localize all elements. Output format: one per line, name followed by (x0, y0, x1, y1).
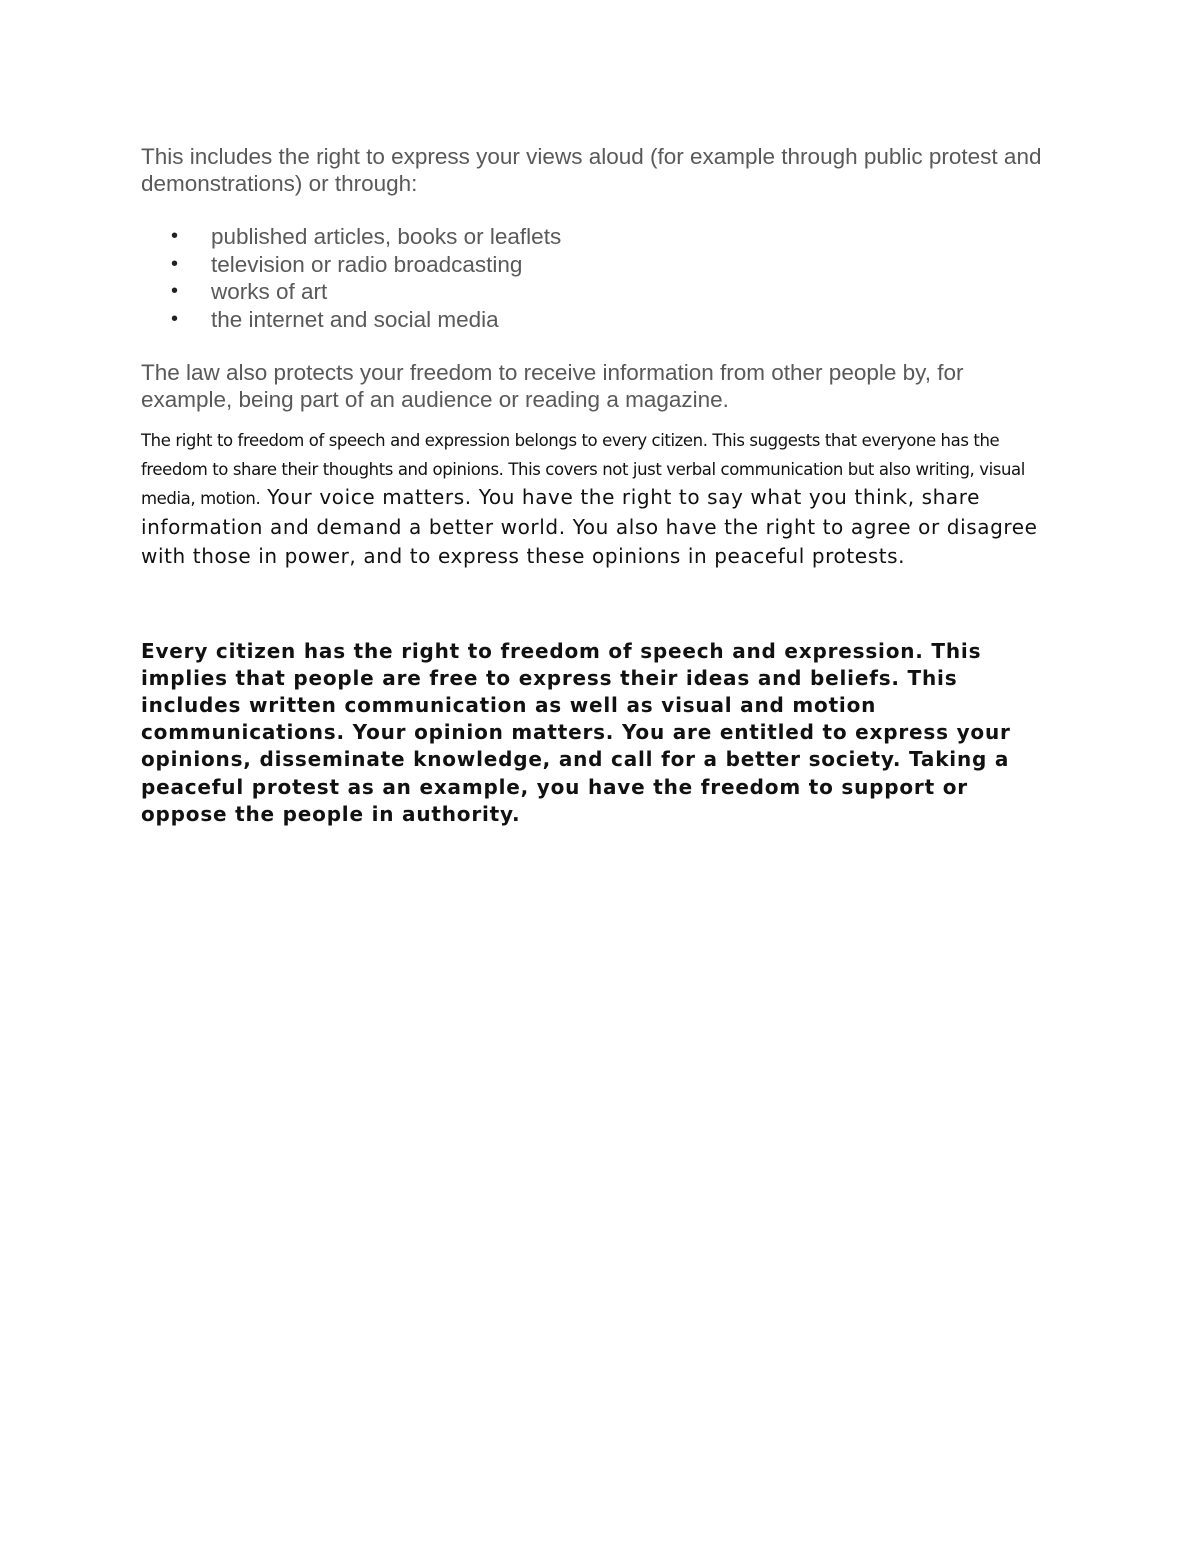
freedom-paragraph-part-a: The right to freedom of speech and expression belongs to every citizen. This suggests that everyone has the freedom to share their thoughts and opinions. This covers not just verbal communication but also writing, visual media, motion. (141, 431, 1025, 508)
freedom-paragraph (141, 427, 1056, 573)
list-item-text: television or radio broadcasting (211, 251, 523, 277)
freedom-paragraph-part-b: Your voice matters. You have the right to say what you think, share information and demand a better world. You also have the right to agree or disagree with those in power, and to express these opinions in peaceful protests. (141, 485, 1038, 568)
bullet-icon: • (171, 252, 179, 275)
list-item-text: published articles, books or leaflets (211, 224, 562, 249)
bullet-icon: • (171, 280, 179, 302)
list-item (141, 223, 1056, 251)
list-item (141, 306, 1056, 334)
media-list (141, 223, 1056, 333)
bullet-icon: • (171, 307, 179, 330)
law-paragraph: The law also protects your freedom to receive information from other people by, for example, being part of an audience or reading a magazine. (141, 360, 964, 412)
bullet-icon: • (171, 225, 179, 247)
list-item (141, 278, 1056, 306)
list-item-text: the internet and social media (211, 306, 499, 332)
list-item-text: works of art (211, 279, 328, 304)
document-body (141, 143, 1056, 828)
intro-paragraph: This includes the right to express your views aloud (for example through public protest and demonstrations) or through: (141, 144, 1042, 196)
list-item (141, 251, 1056, 279)
bold-paragraph: Every citizen has the right to freedom of speech and expression. This implies that people are free to express their ideas and beliefs. This includes written communication as well as visual and motion communications. Your opinion matters. You are entitled to express your opinions, disseminate knowledge, and call for a better society. Taking a peaceful protest as an example, you have the freedom to support or oppose the people in authority. (141, 638, 1011, 826)
